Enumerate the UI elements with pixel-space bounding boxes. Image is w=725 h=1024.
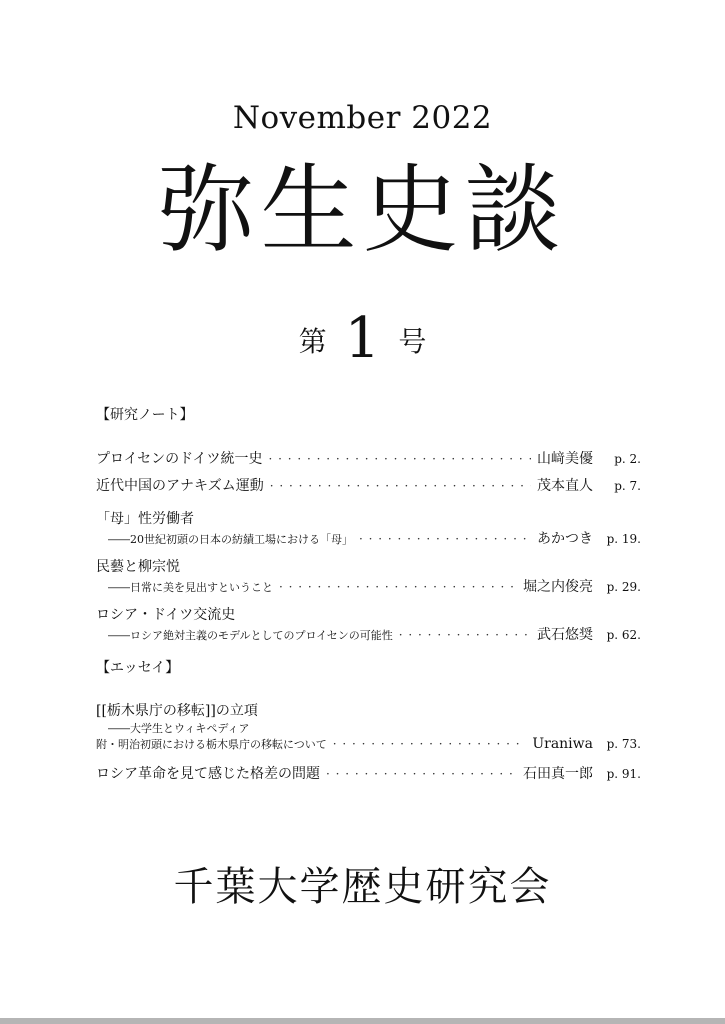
page-edge — [0, 1018, 725, 1024]
dot-leader — [326, 767, 517, 781]
entry-title: ロシア・ドイツ交流史 — [96, 607, 236, 623]
entry-page: p. 73. — [606, 737, 641, 751]
entry-subtitle: ――20世紀初頭の日本の紡績工場における「母」 — [108, 533, 353, 546]
dot-leader — [333, 737, 527, 751]
dot-leader — [279, 580, 517, 594]
toc-entry — [96, 475, 641, 495]
entry-page: p. 91. — [606, 767, 641, 781]
entry-page: p. 7. — [614, 479, 641, 493]
entry-subtitle: ――ロシア絶対主義のモデルとしてのプロイセンの可能性 — [108, 629, 393, 642]
toc-entry — [96, 448, 641, 468]
toc-entry — [96, 763, 641, 783]
section-research-notes: 【研究ノート】 — [96, 407, 194, 423]
entry-title: プロイセンのドイツ統一史 — [96, 451, 263, 467]
issue-number-value: 1 — [344, 306, 381, 371]
issue-prefix: 第 — [298, 325, 327, 358]
entry-author: Uraniwa — [532, 736, 593, 752]
dot-leader — [359, 532, 531, 546]
entry-page: p. 62. — [606, 628, 641, 642]
entry-page: p. 19. — [606, 532, 641, 546]
toc-entry — [96, 508, 641, 548]
entry-subtitle-2: 附・明治初頭における栃木県庁の移転について — [96, 738, 327, 751]
dot-leader — [399, 628, 531, 642]
entry-page: p. 29. — [606, 580, 641, 594]
entry-title: ロシア革命を見て感じた格差の問題 — [96, 766, 320, 782]
entry-author: 堀之内俊亮 — [523, 579, 593, 595]
dot-leader — [268, 452, 531, 466]
entry-author: 茂本直人 — [537, 478, 593, 494]
journal-title: 弥生史談 — [158, 154, 567, 266]
entry-subtitle: ――大学生とウィキペディア — [108, 722, 250, 735]
entry-author: 武石悠奨 — [537, 627, 593, 643]
entry-author: あかつき — [537, 531, 593, 547]
issue-date: November 2022 — [232, 100, 493, 136]
organization-name: 千葉大学歴史研究会 — [173, 864, 552, 910]
entry-subtitle: ――日常に美を見出すということ — [108, 581, 273, 594]
entry-author: 山﨑美優 — [537, 451, 593, 467]
toc-entry — [96, 700, 641, 756]
issue-suffix: 号 — [398, 325, 427, 358]
entry-author: 石田真一郎 — [523, 766, 593, 782]
section-essays: 【エッセイ】 — [96, 660, 180, 676]
entry-title: 「母」性労働者 — [96, 511, 194, 527]
entry-title: 民藝と柳宗悦 — [96, 559, 180, 575]
dot-leader — [270, 479, 531, 493]
issue-number — [0, 300, 725, 371]
toc-entry — [96, 556, 641, 596]
toc-entry — [96, 604, 641, 644]
entry-title: 近代中国のアナキズム運動 — [96, 478, 264, 494]
entry-page: p. 2. — [614, 452, 641, 466]
entry-title: [[栃木県庁の移転]]の立項 — [96, 703, 258, 719]
